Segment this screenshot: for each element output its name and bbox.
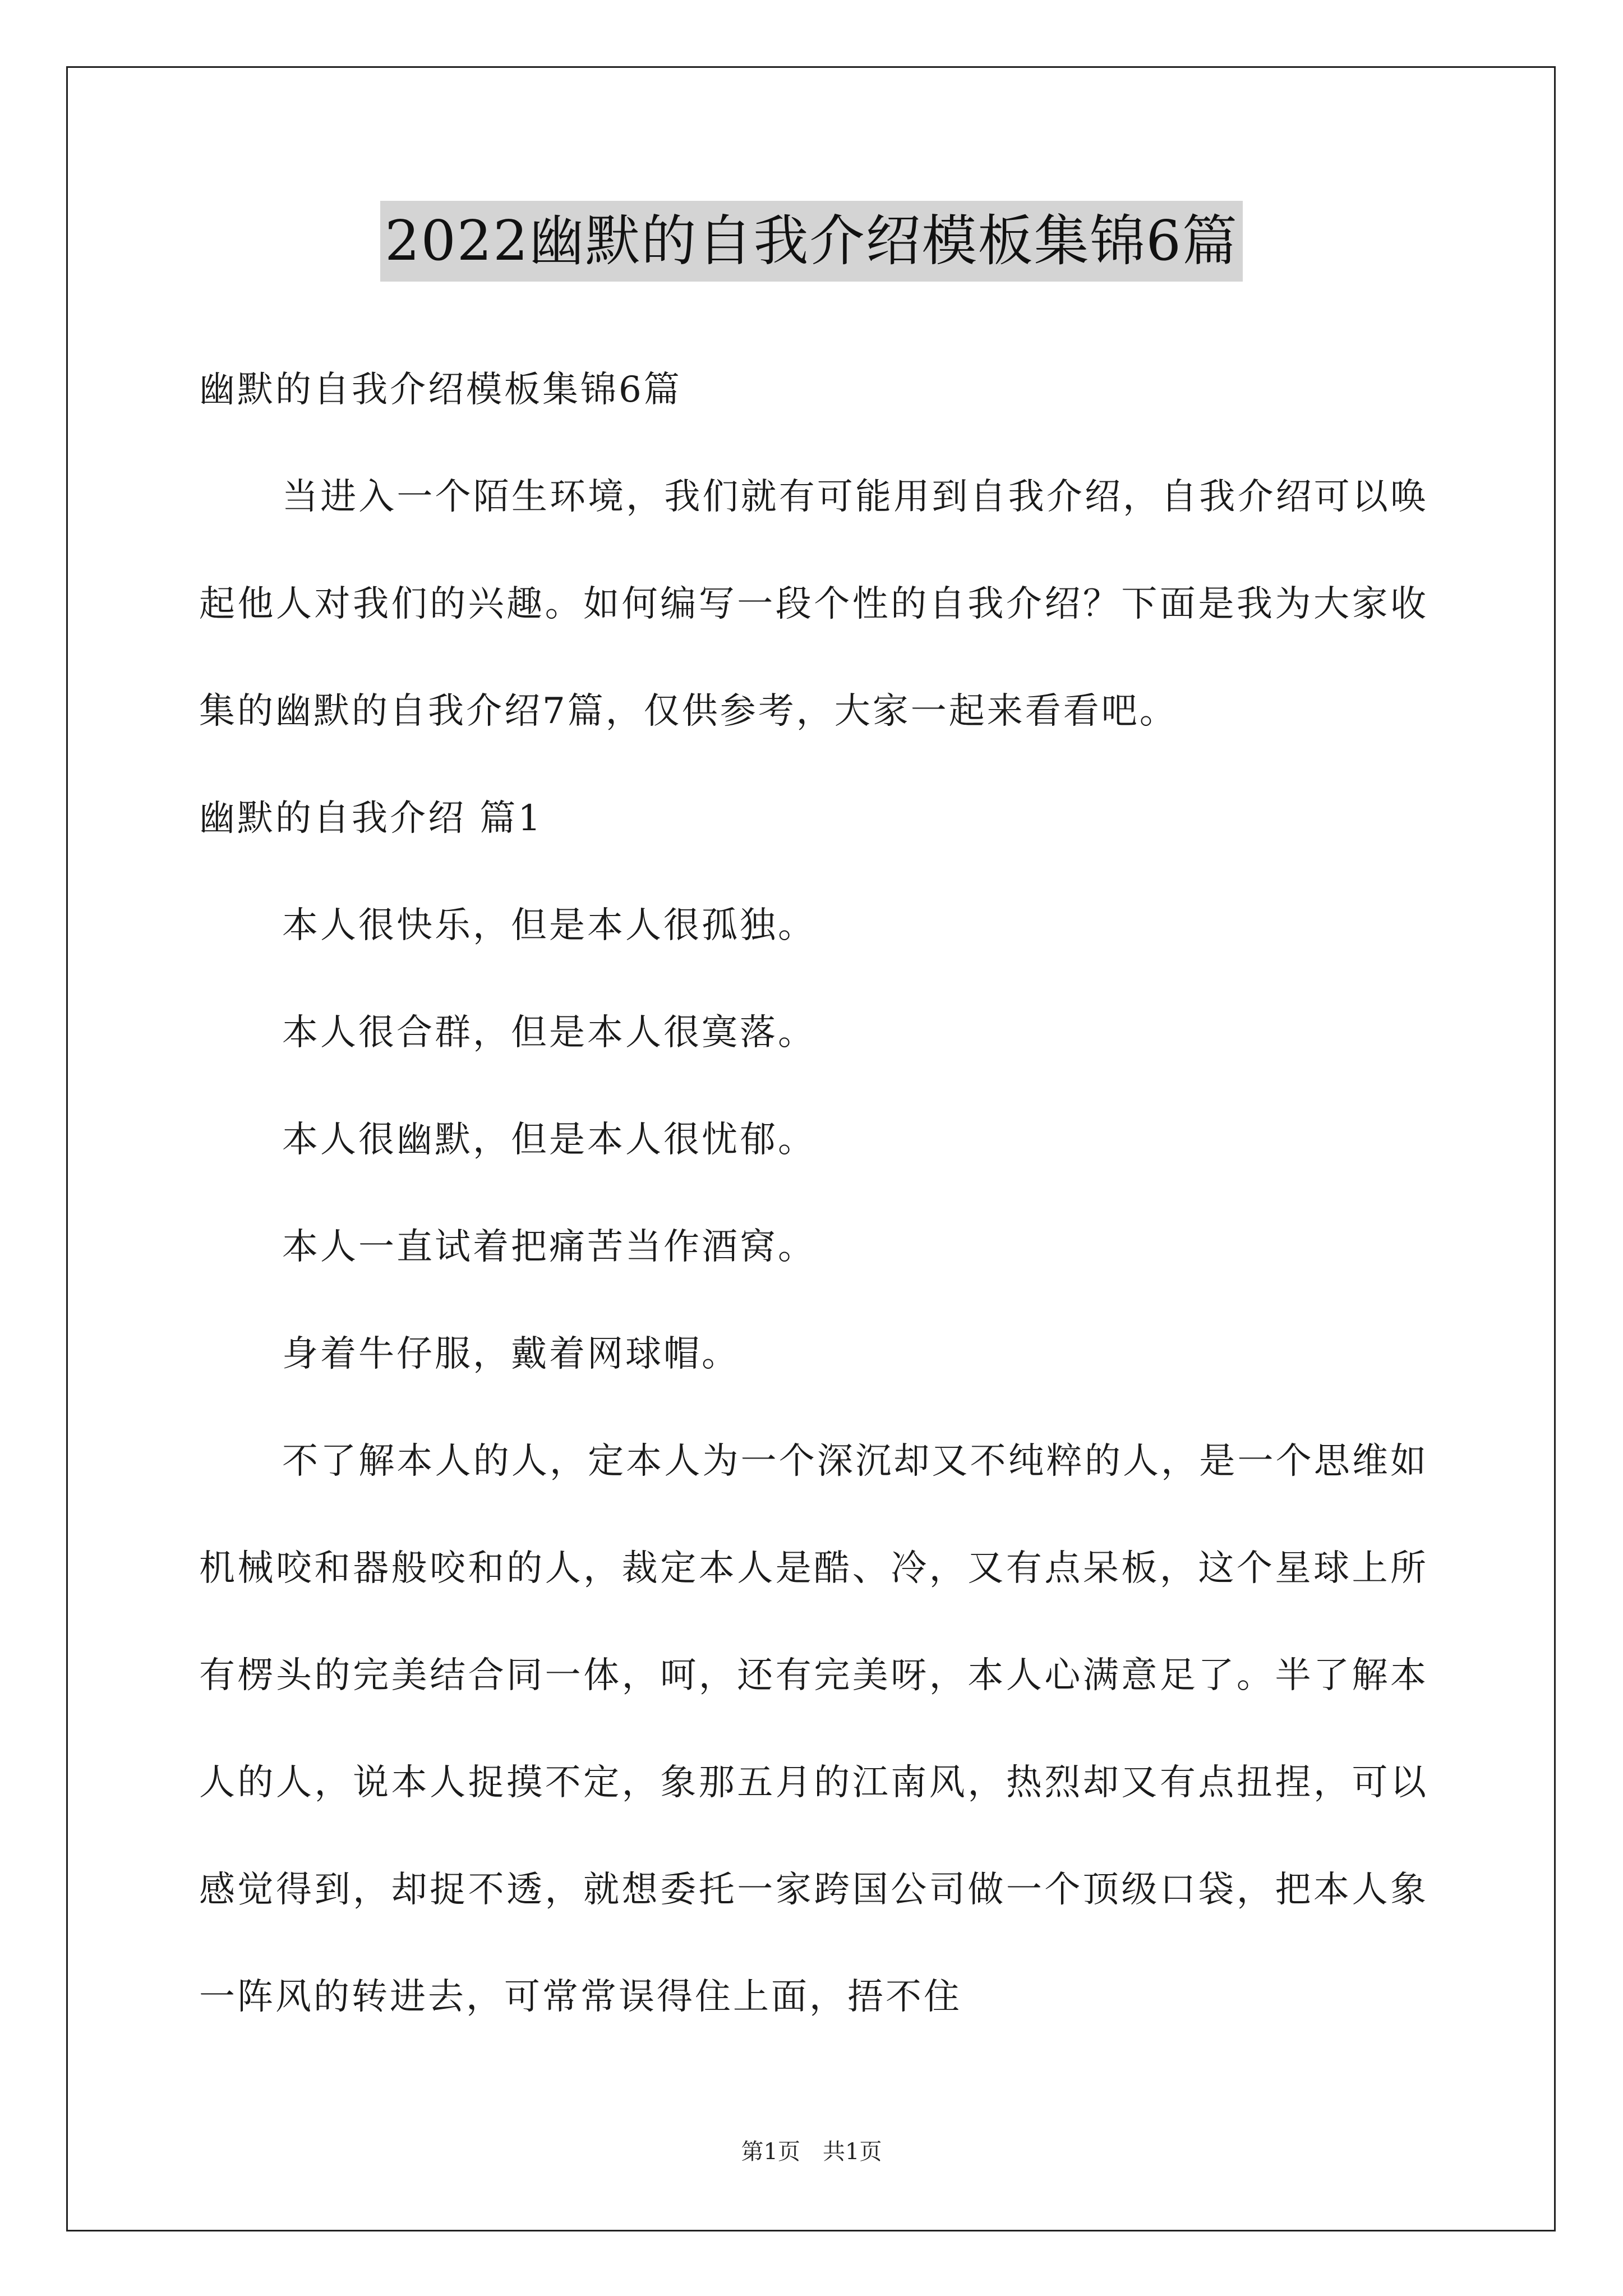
body-paragraph: 本人很幽默，但是本人很忧郁。 <box>282 1119 816 1161</box>
intro-paragraph: 当进入一个陌生环境，我们就有可能用到自我介绍，自我介绍可以唤起他人对我们的兴趣。如何编写一段个性的自我介绍？下面是我为大家收集的幽默的自我介绍7篇，仅供参考，大家一起来看看吧。 <box>199 476 1428 732</box>
document-body <box>199 337 1428 2051</box>
body-paragraph-long: 不了解本人的人，定本人为一个深沉却又不纯粹的人，是一个思维如机械咬和器般咬和的人，裁定本人是酷、冷，又有点呆板，这个星球上所有楞头的完美结合同一体，呵，还有完美呀，本人心满意足了。半了解本人的人，说本人捉摸不定，象那五月的江南风，热烈却又有点扭捏，可以感觉得到，却捉不透，就想委托一家跨国公司做一个顶级口袋，把本人象一阵风的转进去，可常常误得住上面，捂不住 <box>199 1441 1428 2018</box>
title-container <box>0 201 1623 282</box>
body-paragraph: 本人很快乐，但是本人很孤独。 <box>282 905 816 946</box>
section-heading: 幽默的自我介绍 篇1 <box>199 798 543 839</box>
page-footer: 第1页 共1页 <box>741 2139 882 2165</box>
document-title: 2022幽默的自我介绍模板集锦6篇 <box>380 201 1243 282</box>
body-paragraph: 本人很合群，但是本人很寞落。 <box>282 1012 816 1053</box>
body-paragraph: 本人一直试着把痛苦当作酒窝。 <box>282 1226 816 1268</box>
body-paragraph: 身着牛仔服，戴着网球帽。 <box>282 1333 740 1375</box>
subtitle-line: 幽默的自我介绍模板集锦6篇 <box>199 369 682 411</box>
